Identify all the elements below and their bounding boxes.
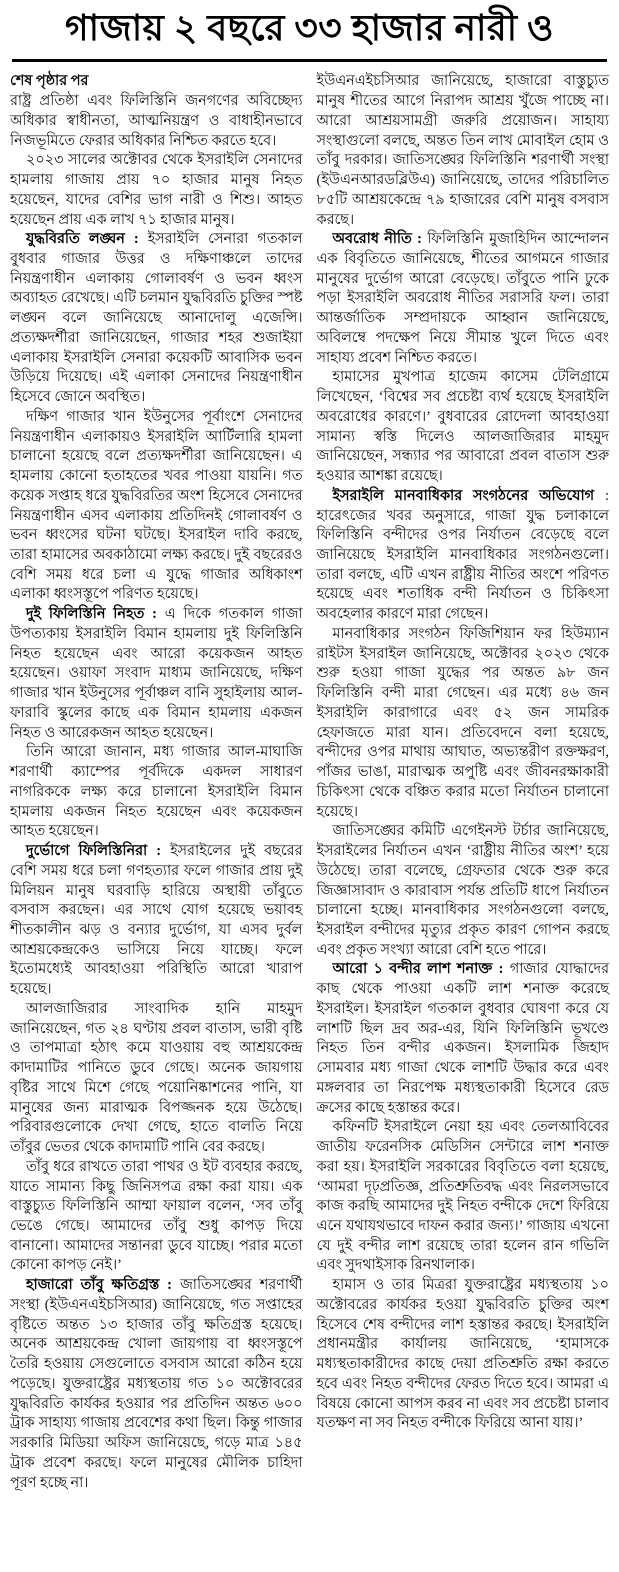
article-paragraph [10,230,303,408]
article-paragraph: তিনি আরো জানান, মধ্য গাজার আল-মাঘাজি শরণার্থী ক্যাম্পের পূর্বদিকে একদল সাধারণ নাগরিককে লক্ষ্য করে চালানো ইসরাইলি বিমান হামলায় একজন নিহত হয়েছেন এবং কয়েকজন আহত হয়েছেন। [10,744,303,840]
article-paragraph: কফিনটি ইসরাইলে নেয়া হয় এবং তেলআবিবের জাতীয় ফরেনসিক মেডিসিন সেন্টারে লাশ শনাক্ত করা হয়। ইসরাইলি সরকারের বিবৃতিতে বলা হয়েছে, ‘আমরা দৃঢ়প্রতিজ্ঞ, প্রতিশ্রুতিবদ্ধ এবং নিরলসভাবে কাজ করছি আমাদের দুই নিহত বন্দীকে দেশে ফিরিয়ে এনে যথাযথভাবে দাফন করার জন্য।’ গাজায় এখনো যে দুই বন্দীর লাশ রয়েছে তারা হলেন রান গভিলি এবং সুদথাইসাক রিনথালাক। [316,1119,609,1274]
section-heading-palestinians-in-hardship: দুর্ভোগে ফিলিস্তিনিরা : [26,843,162,860]
paragraph-text: জাতিসঙ্ঘের শরণার্থী সংস্থা (ইউএনএইচসিআর) জানিয়েছে, গত সপ্তাহের বৃষ্টিতে অন্তত ১৩ হাজার তাঁবু ক্ষতিগ্রস্ত হয়েছে। অনেক আশ্রয়কেন্দ্র খোলা জায়গায় বা ধ্বংসস্তূপে তৈরি হওয়ায় সেগুলোতে বসবাস আরো কঠিন হয়ে পড়েছে। যুক্তরাষ্ট্রের মধ্যস্থতায় গত ১০ অক্টোবরের যুদ্ধবিরতি কার্যকর হওয়ার পর প্রতিদিন অন্তত ৬০০ ট্রাক সাহায্য গাজায় প্রবেশের কথা ছিল। কিন্তু গাজার সরকারি মিডিয়া অফিস জানিয়েছে, গড়ে মাত্র ১৪৫ ট্রাক প্রবেশ করছে। ফলে মানুষের মৌলিক চাহিদা পূরণ হচ্ছে না। [10,1277,303,1491]
article-paragraph: জাতিসঙ্ঘের কমিটি এগেইনস্ট টর্চার জানিয়েছে, ইসরাইলের নির্যাতন এখন ‘রাষ্ট্রীয় নীতির অংশ’ হয়ে উঠেছে। তারা বলেছে, গ্রেফতার থেকে শুরু করে জিজ্ঞাসাবাদ ও কারাবাস পর্যন্ত প্রতিটি ধাপে নির্যাতন চালানো হচ্ছে। মানবাধিকার সংগঠনগুলো বলছে, ইসরাইল বন্দীদের মৃত্যুর প্রকৃত কারণ গোপন করছে এবং প্রকৃত সংখ্যা আরো বেশি হতে পারে। [316,823,609,958]
section-heading-ceasefire-violation: যুদ্ধবিরতি লঙ্ঘন : [26,231,139,248]
article-paragraph: আলজাজিরার সাংবাদিক হানি মাহমুদ জানিয়েছেন, গত ২৪ ঘণ্টায় প্রবল বাতাস, ভারী বৃষ্টি ও তাপমাত্রা হঠাৎ কমে যাওয়ায় বহু আশ্রয়কেন্দ্র কাদামাটির পানিতে ডুবে গেছে। অনেক জায়গায় বৃষ্টির সাথে মিশে গেছে পয়োনিষ্কাশনের পানি, যা মানুষের জন্য মারাত্মক বিপজ্জনক হয়ে উঠেছে। পরিবারগুলোকে দেখা গেছে, হাতে বালতি নিয়ে তাঁবুর ভেতর থেকে কাদামাটি পানি বের করছে। [10,1000,303,1156]
paragraph-text: : হারেৎজের খবর অনুসারে, গাজা যুদ্ধ চলাকালে ফিলিস্তিনি বন্দীদের ওপর নির্যাতন বেড়েছে বলে জানিয়েছে ইসরাইলি মানবাধিকার সংগঠনগুলো। তারা বলছে, এটি এখন রাষ্ট্রীয় নীতির অংশে পরিণত হয়েছে এবং শতাধিক বন্দী নির্যাতন ও চিকিৎসা অবহেলার কারণে মারা গেছেন। [316,487,609,623]
section-heading-two-palestinians-killed: দুই ফিলিস্তিনি নিহত : [26,606,157,623]
article-headline: গাজায় ২ বছরে ৩৩ হাজার নারী ও [12,6,607,62]
article-paragraph: দক্ষিণ গাজার খান ইউনুসের পূর্বাংশে সেনাদের নিয়ন্ত্রণাধীন এলাকায়ও ইসরাইলি আর্টিলারি হামলা চালানো হয়েছে বলে প্রত্যক্ষদর্শীরা জানিয়েছেন। এ হামলায় কোনো হতাহতের খবর পাওয়া যায়নি। গত কয়েক সপ্তাহ ধরে যুদ্ধবিরতির অংশ হিসেবে সেনাদের নিয়ন্ত্রণাধীন এসব এলাকায় প্রতিদিনই গোলাবর্ষণ ও ভবন ধ্বংসের ঘটনা ঘটছে। ইসরাইল দাবি করছে, তারা হামাসের অবকাঠামো লক্ষ্য করছে। দুই বছরেরও বেশি সময় ধরে চলা এ যুদ্ধে গাজার অধিকাংশ এলাকা ধ্বংসস্তূপে পরিণত হয়েছে। [10,408,303,603]
continuation-note: শেষ পৃষ্ঠার পর [10,73,89,90]
article-paragraph [317,960,610,1118]
paragraph-text: ইসরাইলের দুই বছরের বেশি সময় ধরে চলা গণহত্যার ফলে গাজার প্রায় দুই মিলিয়ন মানুষ ঘরবাড়ি হারিয়ে অস্থায়ী তাঁবুতে বসবাস করছেন। এর সাথে যোগ হয়েছে ভয়াবহ শীতকালীন ঝড় ও বন্যার দুর্ভোগ, যা এসব দুর্বল আশ্রয়কেন্দ্রকেও ভাসিয়ে নিয়ে যাচ্ছে। ফলে ইতোমধ্যেই আবহাওয়া পরিস্থিতি আরো খারাপ হয়েছে। [10,843,303,998]
article-paragraph [10,1276,303,1493]
article-paragraph: মানবাধিকার সংগঠন ফিজিশিয়ান ফর হিউম্যান রাইটস ইসরাইল জানিয়েছে, অক্টোবর ২০২৩ থেকে শুরু হওয়া গাজা যুদ্ধের পর অন্তত ৯৮ জন ফিলিস্তিনি বন্দী মারা গেছেন। এর মধ্যে ৪৬ জন ইসরাইলি কারাগারে এবং ৫২ জন সামরিক হেফাজতে মারা যান। প্রতিবেদনে বলা হয়েছে, বন্দীদের ওপর মাথায় আঘাত, অভ্যন্তরীণ রক্তক্ষরণ, পাঁজর ভাঙা, মারাত্মক অপুষ্টি এবং জীবনরক্ষাকারী চিকিৎসা থেকে বঞ্চিত করার মতো নির্যাতন চালানো হয়েছে। [316,625,609,820]
paragraph-text: এ দিকে গতকাল গাজা উপত্যকায় ইসরাইলি বিমান হামলায় দুই ফিলিস্তিনি নিহত হয়েছেন এবং আরো কয়েকজন আহত হয়েছেন। ওয়াফা সংবাদ মাধ্যম জানিয়েছে, দক্ষিণ গাজার খান ইউনুসের পূর্বাঞ্চল বানি সুহাইলায় আল-ফারাবি স্কুলের কাছে এক বিমান হামলায় একজন নিহত ও আরেকজন আহত হয়েছেন। [10,606,303,741]
article-paragraph: ২০২৩ সালের অক্টোবর থেকে ইসরাইলি সেনাদের হামলায় গাজায় প্রায় ৭০ হাজার মানুষ নিহত হয়েছেন, যাদের বেশির ভাগ নারী ও শিশু। আহত হয়েছেন প্রায় এক লাখ ৭১ হাজার মানুষ। [10,152,303,228]
article-paragraph [317,487,610,625]
article-paragraph [10,605,303,743]
paragraph-text: ইসরাইলি সেনারা গতকাল বুধবার গাজার উত্তর ও দক্ষিণাঞ্চলে তাদের নিয়ন্ত্রণাধীন এলাকায় গোলাবর্ষণ ও ভবন ধ্বংস অব্যাহত রেখেছে। এটি চলমান যুদ্ধবিরতি চুক্তির স্পষ্ট লঙ্ঘন বলে জানিয়েছে আনাদোলু এজেন্সি। প্রত্যক্ষদর্শীরা জানিয়েছেন, গাজার শহর শুজাইয়া এলাকায় ইসরাইলি সেনারা কয়েকটি আবাসিক ভবন উড়িয়ে দিয়েছে। এই এলাকা সেনাদের নিয়ন্ত্রণাধীন হিসেবে জোনে অবস্থিত। [10,231,303,406]
article-paragraph [317,230,610,368]
article-paragraph [10,842,303,1000]
section-heading-blockade-policy: অবরোধ নীতি : [332,231,422,248]
article-paragraph: তাঁবু ধরে রাখতে তারা পাথর ও ইট ব্যবহার করছে, যাতে সামান্য কিছু জিনিসপত্র রক্ষা করা যায়। এক বাস্তুচ্যুত ফিলিস্তিনি আম্মা ফায়াল বলেন, ‘সব তাঁবু ভেঙে গেছে। আমাদের তাঁবু শুধু কাপড় দিয়ে বানানো। আমাদের সন্তানরা ডুবে যাচ্ছে। পরার মতো কোনো কাপড় নেই।’ [10,1158,303,1274]
paragraph-text: ফিলিস্তিনি মুজাহিদিন আন্দোলন এক বিবৃতিতে জানিয়েছে, শীতের আগমনে গাজার মানুষের দুর্ভোগ আরো বেড়েছে। তাঁবুতে পানি ঢুকে পড়া ইসরাইলি অবরোধ নীতির সরাসরি ফল। তারা আন্তর্জাতিক সম্প্রদায়কে আহ্বান জানিয়েছে, অবিলম্বে পদক্ষেপ নিয়ে সীমান্ত খুলে দিতে এবং সাহায্য প্রবেশ নিশ্চিত করতে। [316,231,609,366]
article-paragraph: রাষ্ট্র প্রতিষ্ঠা এবং ফিলিস্তিনি জনগণের অবিচ্ছেদ্য অধিকার স্বাধীনতা, আত্মনিয়ন্ত্রণ ও বাধাহীনভাবে নিজভূমিতে ফেরার অধিকার নিশ্চিত করতে হবে। [10,93,303,149]
article-paragraph: হামাসের মুখপাত্র হাজেম কাসেম টেলিগ্রামে লিখেছেন, ‘বিশ্বের সব প্রচেষ্টা ব্যর্থ হয়েছে ইসরাইলি অবরোধের কারণে।’ বুধবারের রোদেলা আবহাওয়া সামান্য স্বস্তি দিলেও আলজাজিরার মাহমুদ জানিয়েছেন, সন্ধ্যার পর আবারো প্রবল বাতাস শুরু হওয়ার আশঙ্কা রয়েছে। [316,369,609,485]
article-columns [10,62,609,1493]
paragraph-text: গাজার যোদ্ধাদের কাছ থেকে পাওয়া একটি লাশ শনাক্ত করেছে ইসরাইল। ইসরাইল গতকাল বুধবার ঘোষণা করে যে লাশটি ছিল দ্রব অর-এর, যিনি ফিলিস্তিনি ভূখণ্ডে নিহত তিন বন্দীর একজন। ইসলামিক জিহাদ সোমবার মধ্য গাজা থেকে লাশটি উদ্ধার করে এবং মঙ্গলবার তা নিরপেক্ষ মধ্যস্থতাকারী হিসেবে রেড ক্রসের কাছে হস্তান্তর করে। [316,961,609,1116]
section-heading-israeli-rights-groups-allegation: ইসরাইলি মানবাধিকার সংগঠনের অভিযোগ [332,487,595,504]
article-paragraph: ইউএনএইচসিআর জানিয়েছে, হাজারো বাস্তুচ্যুত মানুষ শীতের আগে নিরাপদ আশ্রয় খুঁজে পাচ্ছে না। আরো আশ্রয়সামগ্রী জরুরি প্রয়োজন। সাহায্য সংস্থাগুলো বলছে, অন্তত তিন লাখ মোবাইল হোম ও তাঁবু দরকার। জাতিসঙ্ঘের ফিলিস্তিনি শরণার্থী সংস্থা (ইউএনআরডব্লিউএ) জানিয়েছে, তাদের পরিচালিত ৮৫টি আশ্রয়কেন্দ্রে ৭৯ হাজারের বেশি মানুষ বসবাস করছে। [316,73,609,228]
section-heading-one-more-captive-body-identified: আরো ১ বন্দীর লাশ শনাক্ত : [332,961,504,978]
section-heading-thousands-of-tents-damaged: হাজারো তাঁবু ক্ষতিগ্রস্ত : [26,1277,172,1294]
column-left [10,72,303,1493]
column-right [317,72,610,1493]
article-paragraph: হামাস ও তার মিত্ররা যুক্তরাষ্ট্রের মধ্যস্থতায় ১০ অক্টোবরের কার্যকর হওয়া যুদ্ধবিরতি চুক্তির অংশ হিসেবে শেষ বন্দীদের লাশ হস্তান্তর করছে। ইসরাইলি প্রধানমন্ত্রীর কার্যালয় জানিয়েছে, ‘হামাসকে মধ্যস্থতাকারীদের কাছে দেয়া প্রতিশ্রুতি রক্ষা করতে হবে এবং নিহত বন্দীদের ফেরত দিতে হবে। আমরা এ বিষয়ে কোনো আপস করব না এবং সব প্রচেষ্টা চালাব যতক্ষণ না সব নিহত বন্দীকে ফিরিয়ে আনা যায়।’ [316,1277,609,1432]
